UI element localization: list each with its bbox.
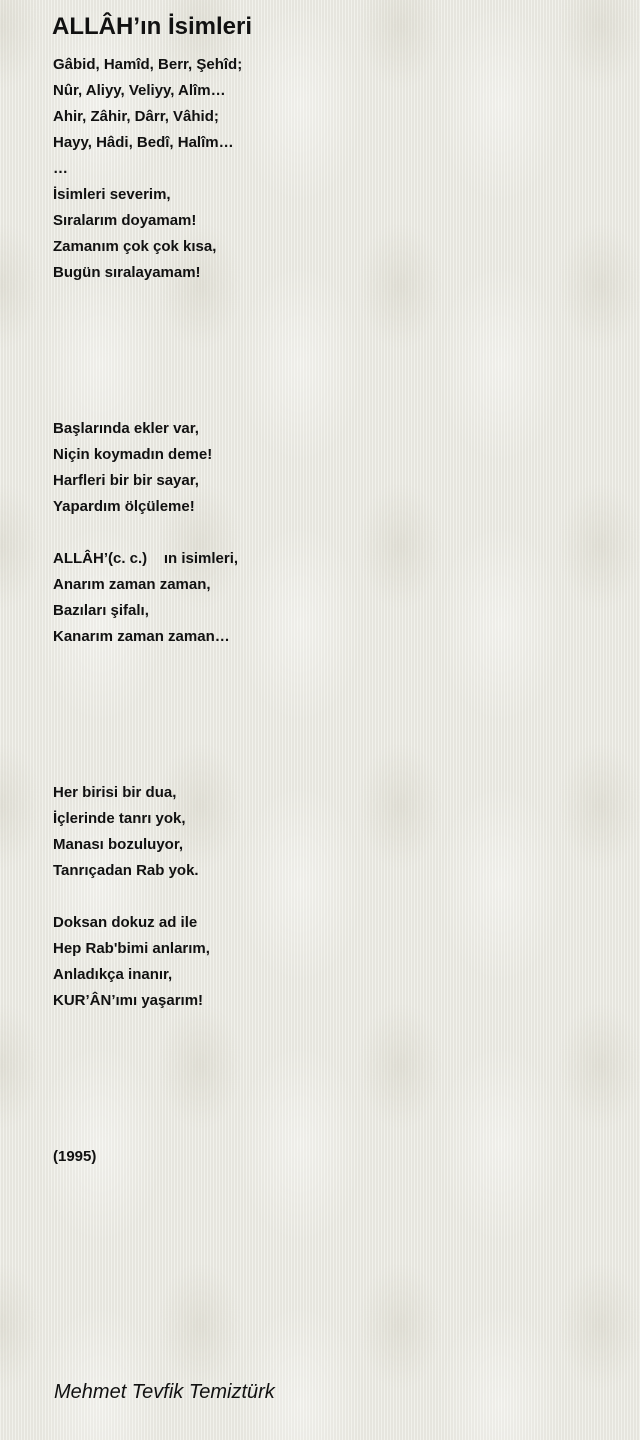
poem-title: ALLÂH’ın İsimleri (52, 13, 253, 40)
poem-line: Bugün sıralayamam! (53, 264, 201, 281)
poem-date: (1995) (53, 1148, 97, 1165)
poem-line: Doksan dokuz ad ile (53, 914, 198, 931)
poem-line: Yapardım ölçüleme! (53, 498, 195, 515)
stanza-gap (53, 650, 613, 780)
poem-line: Anarım zaman zaman, (53, 576, 211, 593)
poem-line: Ahir, Zâhir, Dârr, Vâhid; (53, 108, 219, 125)
poem-line: Her birisi bir dua, (53, 784, 177, 801)
poem-line: Bazıları şifalı, (53, 602, 149, 619)
poem-line: Hayy, Hâdi, Bedî, Halîm… (53, 134, 234, 151)
poem-line: Kanarım zaman zaman… (53, 628, 230, 645)
poem-line: KUR’ÂN’ımı yaşarım! (53, 992, 204, 1009)
poem-line: Hep Rab'bimi anlarım, (53, 940, 210, 957)
poem-line: Nûr, Aliyy, Veliyy, Alîm… (53, 82, 226, 99)
stanza-gap (53, 286, 613, 416)
poem-line: ALLÂH’(c. c.) ın isimleri, (53, 550, 239, 567)
poem-line: Harfleri bir bir sayar, (53, 472, 199, 489)
poem-line: Sıralarım doyamam! (53, 212, 197, 229)
stanza-4 (53, 546, 613, 650)
poem-line: … (53, 160, 68, 177)
poem-line: İçlerinde tanrı yok, (53, 810, 186, 827)
poem-line: Niçin koymadın deme! (53, 446, 213, 463)
stanza-1 (53, 52, 613, 182)
stanza-gap (53, 520, 613, 546)
stanza-5 (53, 780, 613, 884)
poem-line: Başlarında ekler var, (53, 420, 199, 437)
poem-line: Zamanım çok çok kısa, (53, 238, 217, 255)
poem-line: Anladıkça inanır, (53, 966, 173, 983)
stanza-gap (53, 884, 613, 910)
stanza-6 (53, 910, 613, 1014)
poem-line: Gâbid, Hamîd, Berr, Şehîd; (53, 56, 243, 73)
stanza-gap (53, 1014, 613, 1144)
poem-line: İsimleri severim, (53, 186, 171, 203)
poem-body (53, 52, 613, 1170)
poem-line: Manası bozuluyor, (53, 836, 184, 853)
stanza-3 (53, 416, 613, 520)
poem-line: Tanrıçadan Rab yok. (53, 862, 199, 879)
stanza-2 (53, 182, 613, 286)
author-name: Mehmet Tevfik Temiztürk (54, 1381, 275, 1403)
